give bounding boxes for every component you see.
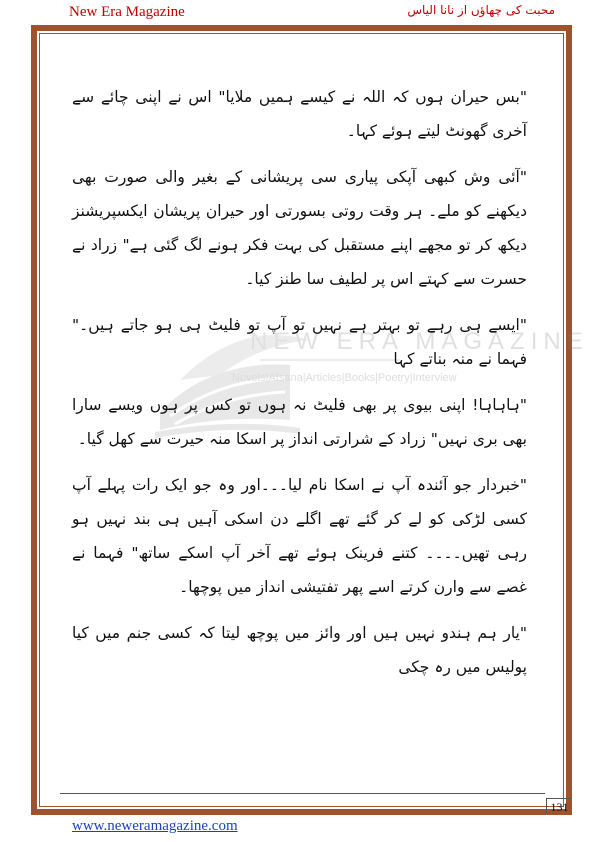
- paragraph: "آئی وش کبھی آپکی پیاری سی پریشانی کے بغیر والی صورت بھی دیکھنے کو ملے۔ ہر وقت روتی بسورتی اور حیران پریشان ایکسپریشنز دیکھ کر تو مجھے اپنے مستقبل کی بہت فکر ہونے لگ گئی ہے" زراد نے حسرت سے کہتے اس پر لطیف سا طنز کیا۔: [72, 168, 527, 288]
- novel-title: محبت کی چھاؤں از نانا الیاس: [407, 3, 555, 17]
- watermark-categories: Novels|Afsana|Articles|Books|Poetry|Interview: [232, 372, 457, 384]
- paragraph: "ہاہاہا! اپنی بیوی پر بھی فلیٹ نہ ہوں تو کس پر ہوں ویسے سارا بھی بری نہیں" زراد کے شرارتی انداز پر اسکا منہ حیرت سے کھل گیا۔: [72, 396, 527, 448]
- article-body: [72, 80, 527, 696]
- watermark-brand: NEW ERA MAGAZINE: [250, 328, 589, 355]
- paragraph: "یار ہم ہندو نہیں ہیں اور وائز میں پوچھ لیتا کہ کسی جنم میں کیا پولیس میں رہ چکی: [72, 624, 527, 676]
- page-number: 131: [546, 798, 572, 814]
- paragraph: "ایسے ہی رہے تو بہتر ہے نہیں تو آپ تو فلیٹ ہی ہو جاتے ہیں۔" فہما نے منہ بناتے کہا: [72, 316, 527, 368]
- magazine-name: New Era Magazine: [69, 4, 185, 20]
- paragraph: "بس حیران ہوں کہ اللہ نے کیسے ہمیں ملایا" اس نے اپنی چائے سے آخری گھونٹ لیتے ہوئے کہا۔: [72, 88, 527, 140]
- paragraph: "خبردار جو آئندہ آپ نے اسکا نام لیا۔۔۔اور وہ جو ایک رات پہلے آپ کسی لڑکی کو لے کر گئے تھے اگلے دن اسکی آہیں ہی بند نہیں ہو رہی تھیں۔۔۔۔ کتنے فرینک ہوئے تھے آخر آپ اسکے ساتھ" فہما نے غصے سے وارن کرتے اسے پھر تفتیشی انداز میں پوچھا۔: [72, 476, 527, 596]
- footer-divider: [60, 793, 545, 794]
- website-link[interactable]: www.neweramagazine.com: [72, 818, 238, 834]
